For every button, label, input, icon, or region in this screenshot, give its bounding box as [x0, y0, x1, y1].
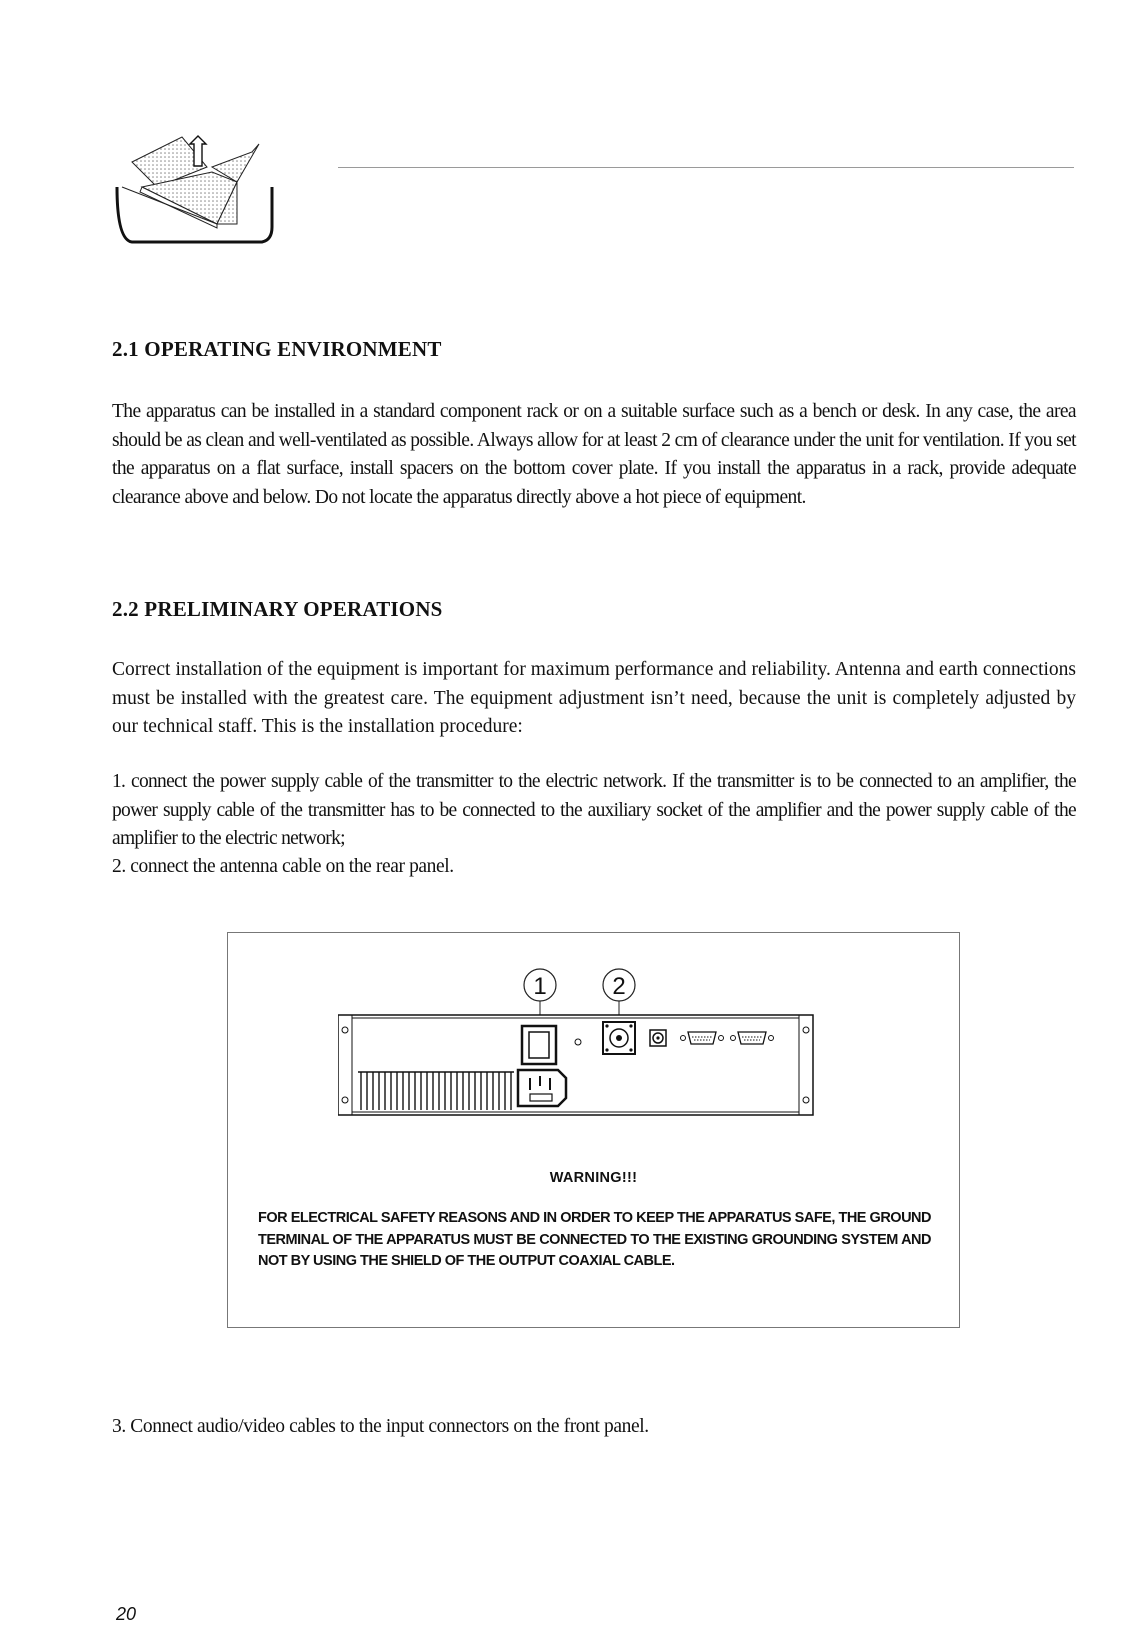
warning-text: FOR ELECTRICAL SAFETY REASONS AND IN ORDER TO KEEP THE APPARATUS SAFE, THE GROUND TERMINAL OF THE APPARATUS MUST BE CONNECTED TO THE EXISTING GROUNDING SYSTEM AND NOT BY USING THE SHIELD OF THE OUTPUT COAXIAL CABLE.	[258, 1210, 931, 1269]
installation-step-3: 3. Connect audio/video cables to the input connectors on the front panel.	[112, 1416, 649, 1437]
power-switch	[522, 1026, 556, 1064]
section-heading-operating-environment: 2.1 OPERATING ENVIRONMENT	[112, 337, 442, 361]
rear-panel-diagram	[338, 960, 858, 1130]
installation-step-2: 2. connect the antenna cable on the rear panel.	[112, 856, 454, 877]
svg-text:2: 2	[612, 973, 626, 1000]
open-box-icon	[112, 132, 287, 257]
callout-2	[603, 969, 635, 1001]
bnc-connector	[650, 1030, 666, 1046]
callout-1	[524, 969, 556, 1001]
svg-text:1: 1	[533, 973, 547, 1000]
section-heading-preliminary-operations: 2.2 PRELIMINARY OPERATIONS	[112, 597, 443, 621]
preliminary-operations-text: Correct installation of the equipment is important for maximum performance and reliability. Antenna and earth connections must be installed with the greatest care. The equipment adjustment isn’t need, because the unit is completely adjusted by our technical staff. This is the installation procedure:	[112, 659, 1076, 737]
installation-step-1: 1. connect the power supply cable of the transmitter to the electric network. If the transmitter is to be connected to an amplifier, the power supply cable of the transmitter has to be connected to the auxiliary socket of the amplifier and the power supply cable of the amplifier to the electric network;	[112, 771, 1076, 849]
warning-title: WARNING!!!	[549, 1170, 638, 1186]
power-socket	[518, 1070, 566, 1106]
page-number: 20	[116, 1604, 137, 1624]
operating-environment-text: The apparatus can be installed in a standard component rack or on a suitable surface such as a bench or desk. In any case, the area should be as clean and well-ventilated as possible. Always allow for at least 2 cm of clearance under the unit for ventilation. If you set the apparatus on a flat surface, install spacers on the bottom cover plate. If you install the apparatus in a rack, provide adequate clearance above and below. Do not locate the apparatus directly above a hot piece of equipment.	[112, 401, 1076, 508]
antenna-connector	[603, 1022, 635, 1054]
header-rule	[338, 167, 1074, 168]
